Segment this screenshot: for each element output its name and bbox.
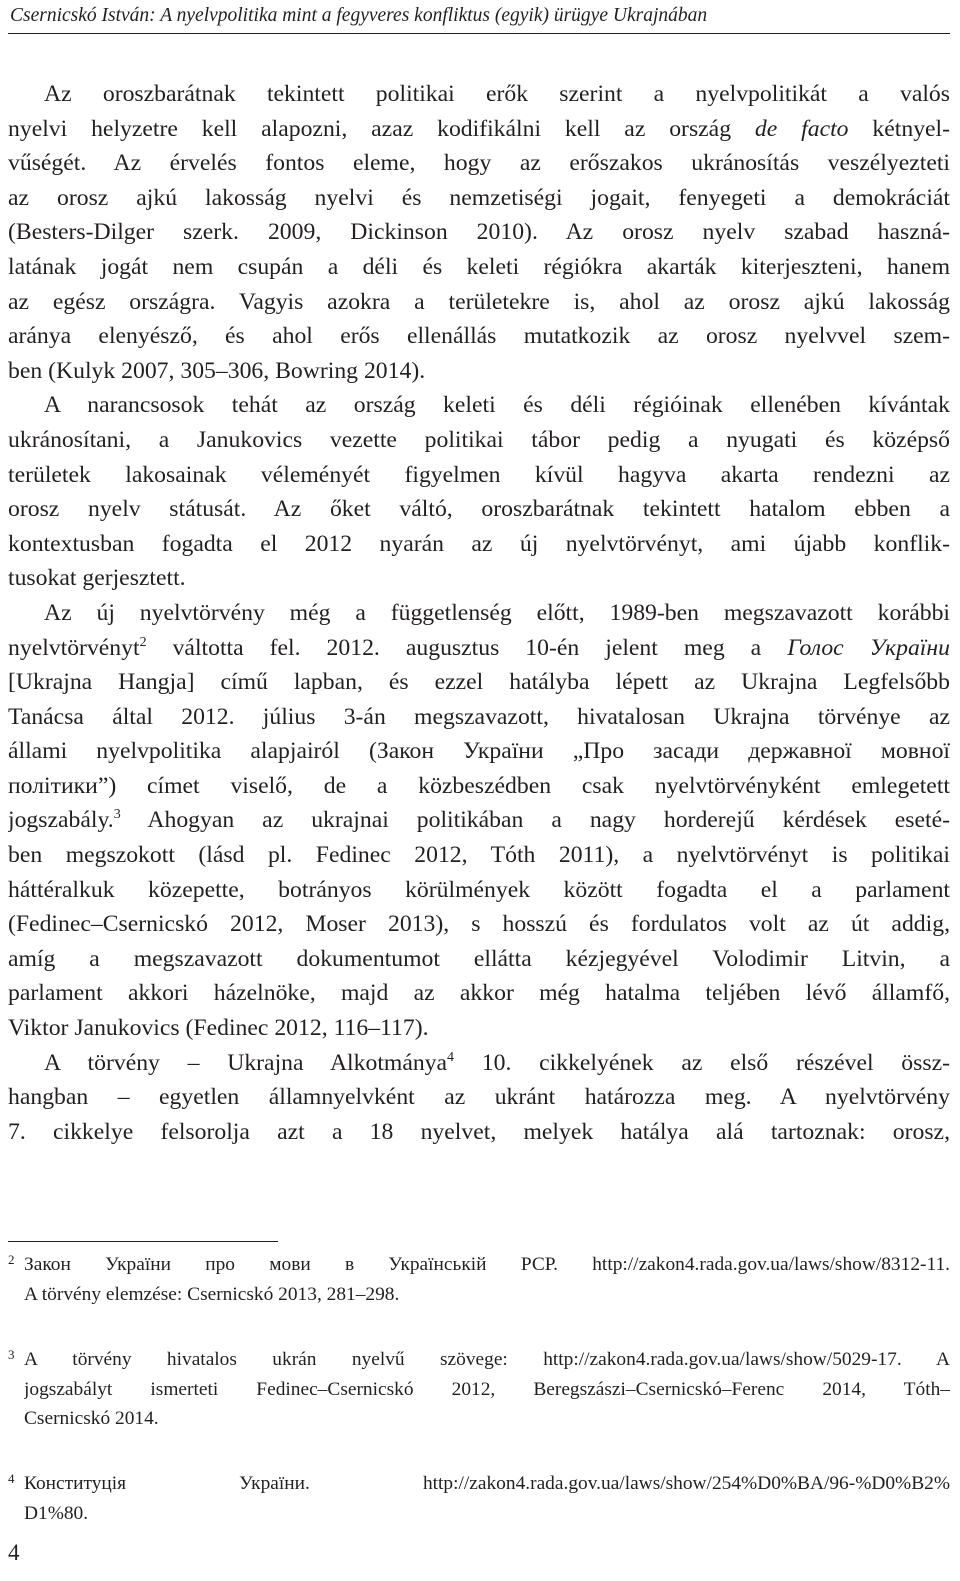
- footnote-line: D1%80.: [24, 1502, 89, 1524]
- text-line: Viktor Janukovics (Fedinec 2012, 116–117).: [8, 1015, 429, 1042]
- body-text: [8, 77, 950, 1149]
- text-line: vűségét. Az érvelés fontos eleme, hogy az erőszakos ukránosítás veszélyezteti: [8, 150, 950, 177]
- footnote-line: A törvény elemzése: Csernicskó 2013, 281–298.: [24, 1283, 400, 1305]
- footnote-line: Конституція України. http://zakon4.rada.gov.ua/laws/show/254%D0%BA/96-%D0%B2%: [24, 1473, 950, 1494]
- footnote-line: jogszabályt ismerteti Fedinec–Csernicskó 2012, Beregszászi–Csernicskó–Ferenc 2014, Tóth–: [24, 1378, 950, 1400]
- footnote-line: Csernicskó 2014.: [24, 1408, 159, 1429]
- text-line: Az oroszbarátnak tekintett politikai erők szerint a nyelvpolitikát a valós: [44, 81, 950, 107]
- text-line: [Ukrajna Hangja] című lapban, és ezzel hatályba lépett az Ukrajna Legfelsőbb: [8, 669, 950, 696]
- text-line: ben (Kulyk 2007, 305–306, Bowring 2014).: [8, 357, 426, 384]
- footnote-line: Закон України про мови в Українській РСР. http://zakon4.rada.gov.ua/laws/show/8312-11.: [24, 1254, 950, 1275]
- text-line: kontextusban fogadta el 2012 nyarán az új nyelvtörvényt, ami újabb konflik-: [8, 530, 950, 557]
- footnote-ref[interactable]: 2: [139, 634, 147, 650]
- text-line: az orosz ajkú lakosság nyelvi és nemzetiségi jogait, fenyegeti a demokráciát: [8, 184, 950, 211]
- text-line: Az új nyelvtörvény még a függetlenség előtt, 1989-ben megszavazott korábbi: [44, 599, 950, 626]
- text-line: jogszabály.$^3$ Ahogyan az ukrajnai politikában a nagy horderejű kérdések eseté-: [8, 807, 950, 834]
- footnote-3: [8, 1345, 950, 1434]
- text-line: nyelvtörvényt$^2$ váltotta fel. 2012. augusztus 10-én jelent meg a Голос України: [8, 634, 950, 661]
- text-line: Tanácsa által 2012. július 3-án megszavazott, hivatalosan Ukrajna törvénye az: [8, 703, 950, 730]
- footnote-ref[interactable]: 3: [113, 807, 121, 823]
- footnote-number: 2: [8, 1252, 15, 1267]
- newspaper-title: Голос України: [787, 634, 950, 661]
- text-line: ukránosítani, a Janukovics vezette politikai tábor pedig a nyugati és középső: [8, 426, 950, 453]
- text-line: (Fedinec–Csernicskó 2012, Moser 2013), s hosszú és fordulatos volt az út addig,: [8, 911, 950, 938]
- text-line: A narancsosok tehát az ország keleti és déli régióinak ellenében kívántak: [44, 392, 950, 419]
- text-line: az egész országra. Vagyis azokra a területekre is, ahol az orosz ajkú lakosság: [8, 288, 950, 315]
- text-line: háttéralkuk közepette, botrányos körülmények között fogadta el a parlament: [8, 876, 950, 903]
- text-line: aránya elenyésző, és ahol erős ellenállás mutatkozik az orosz nyelvvel szem-: [8, 323, 950, 350]
- footnote-4: [8, 1469, 950, 1528]
- footnote-number: 4: [8, 1471, 15, 1486]
- footnote-rule: [8, 1241, 278, 1242]
- text-line: tusokat gerjesztett.: [8, 565, 186, 592]
- page-number: 4: [8, 1540, 20, 1565]
- running-header: Csernicskó István: A nyelvpolitika mint a fegyveres konfliktus (egyik) ürügye Ukrajnában: [10, 5, 708, 26]
- text-line: parlament akkori házelnöke, majd az akkor még hatalma teljében lévő államfő,: [8, 980, 950, 1007]
- footnote-ref[interactable]: 4: [447, 1049, 455, 1065]
- text-line: політики”) címet viselő, de a közbeszédben csak nyelvtörvényként emlegetett: [8, 772, 950, 799]
- text-line: A törvény – Ukrajna Alkotmánya$^4$ 10. cikkelyének az első részével össz-: [44, 1049, 950, 1076]
- text-line: ben megszokott (lásd pl. Fedinec 2012, Tóth 2011), a nyelvtörvényt is politikai: [8, 842, 950, 869]
- text-line: 7. cikkelye felsorolja azt a 18 nyelvet, melyek hatálya alá tartoznak: orosz,: [8, 1118, 950, 1145]
- header-rule: [8, 33, 950, 34]
- text-line: nyelvi helyzetre kell alapozni, azaz kodifikálni kell az ország de facto kétnyel-: [8, 115, 950, 142]
- footnote-2: [8, 1250, 950, 1309]
- text-line: területek lakosainak véleményét figyelmen kívül hagyva akarta rendezni az: [8, 461, 950, 488]
- text-line: (Besters-Dilger szerk. 2009, Dickinson 2010). Az orosz nyelv szabad haszná-: [8, 219, 950, 246]
- footnote-number: 3: [8, 1347, 15, 1362]
- text-line: orosz nyelv státusát. Az őket váltó, oroszbarátnak tekintett hatalom ebben a: [8, 496, 950, 523]
- text-line: hangban – egyetlen államnyelvként az ukránt határozza meg. A nyelvtörvény: [8, 1084, 950, 1111]
- footnote-line: A törvény hivatalos ukrán nyelvű szövege: http://zakon4.rada.gov.ua/laws/show/5029-17. A: [24, 1349, 950, 1370]
- text-line: állami nyelvpolitika alapjairól (Закон України „Про засади державної мовної: [8, 738, 950, 765]
- text-line: latának jogát nem csupán a déli és keleti régiókra akarták kiterjeszteni, hanem: [8, 253, 950, 280]
- italic-term: de facto: [754, 115, 849, 142]
- text-line: amíg a megszavazott dokumentumot ellátta kézjegyével Volodimir Litvin, a: [8, 945, 950, 972]
